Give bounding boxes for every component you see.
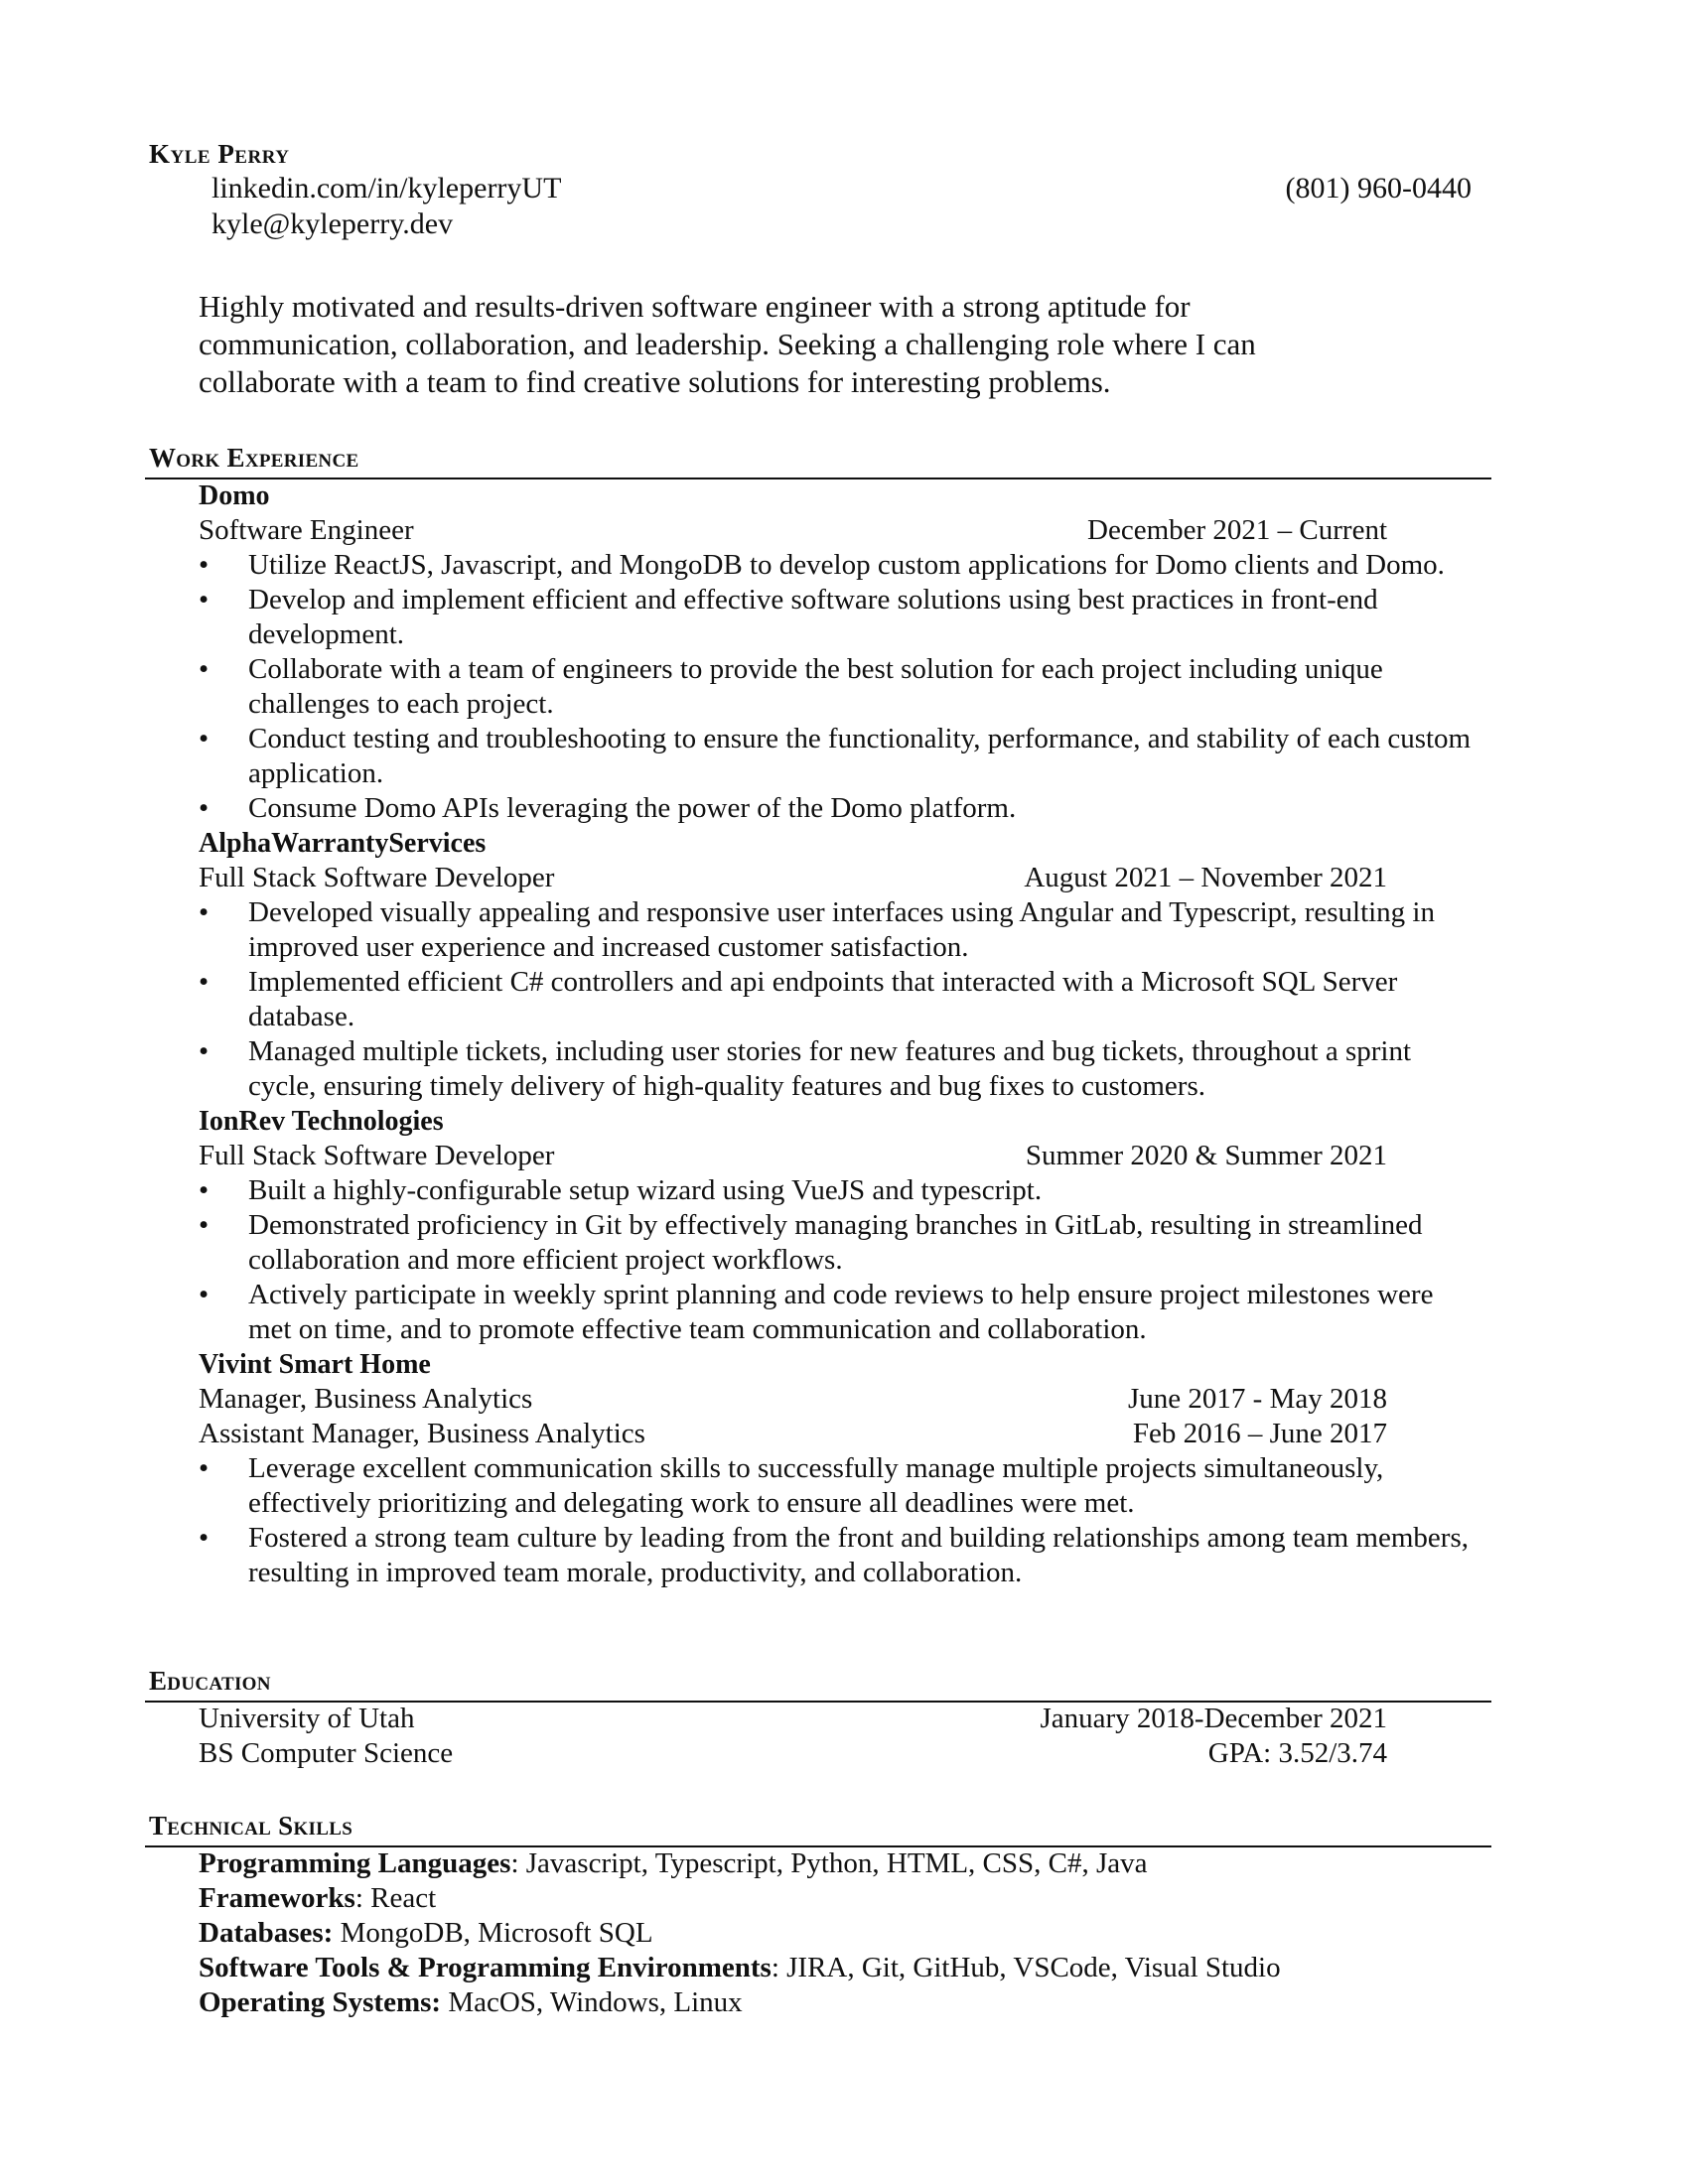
education-dates: January 2018-December 2021 [1040,1703,1387,1734]
job-bullets [199,895,1489,1104]
position-row [199,861,1489,895]
phone-number: (801) 960-0440 [1285,172,1472,205]
skill-value: MongoDB, Microsoft SQL [333,1917,653,1949]
skill-label: Software Tools & Programming Environments [199,1952,772,1983]
bullet-text: Collaborate with a team of engineers to provide the best solution for each project including unique challenges to each project. [248,653,1383,720]
bullet-icon: • [199,1209,210,1241]
bullet-icon: • [199,549,210,581]
bullet-text: Develop and implement efficient and effective software solutions using best practices in front-end development. [248,584,1378,650]
bullet-icon: • [199,1174,210,1206]
position-row [199,513,1489,548]
bullet-text: Fostered a strong team culture by leading from the front and building relationships among team members, resulting in improved team morale, productivity, and collaboration. [248,1522,1469,1588]
bullet-item [199,652,1489,722]
bullet-icon: • [199,1522,210,1554]
skills-list [199,1846,1489,2020]
skill-separator: : [771,1952,779,1983]
section-title-education: Education [149,1666,271,1696]
position-row [199,1417,1489,1451]
job-bullets [199,548,1489,826]
job-dates: June 2017 - May 2018 [1128,1383,1387,1415]
skill-row [199,1846,1489,1881]
company-name: AlphaWarrantyServices [199,828,487,859]
job-title: Software Engineer [199,514,414,546]
bullet-item [199,1451,1489,1521]
job-dates: December 2021 – Current [1087,514,1387,546]
bullet-text: Implemented efficient C# controllers and api endpoints that interacted with a Microsoft SQL Server database. [248,966,1398,1032]
skill-label: Operating Systems: [199,1986,442,2018]
job-dates: August 2021 – November 2021 [1024,862,1387,893]
job-entry [199,1104,1489,1347]
bullet-text: Demonstrated proficiency in Git by effectively managing branches in GitLab, resulting in streamlined collaboration and more efficient project workflows. [248,1209,1423,1276]
bullet-item [199,1034,1489,1104]
bullet-icon: • [199,1452,210,1484]
job-title: Assistant Manager, Business Analytics [199,1418,645,1449]
company-name: IonRev Technologies [199,1106,444,1137]
bullet-item [199,1278,1489,1347]
school-name: University of Utah [199,1703,415,1734]
bullet-text: Utilize ReactJS, Javascript, and MongoDB to develop custom applications for Domo clients and Domo. [248,549,1445,581]
work-experience-list [199,478,1489,1590]
bullet-item [199,548,1489,583]
skill-row [199,1916,1489,1951]
bullet-text: Consume Domo APIs leveraging the power of the Domo platform. [248,792,1017,824]
bullet-icon: • [199,896,210,928]
section-title-technical-skills: Technical Skills [149,1811,353,1841]
skill-row [199,1985,1489,2020]
linkedin-link[interactable]: linkedin.com/in/kyleperryUT [211,172,562,205]
bullet-item [199,965,1489,1034]
job-entry [199,826,1489,1104]
job-title: Manager, Business Analytics [199,1383,533,1415]
bullet-text: Developed visually appealing and responsive user interfaces using Angular and Typescript, resulting in improved user experience and increased customer satisfaction. [248,896,1435,963]
job-dates: Summer 2020 & Summer 2021 [1025,1140,1387,1171]
bullet-item [199,1521,1489,1590]
bullet-item [199,1208,1489,1278]
degree-row [199,1736,1489,1771]
summary-paragraph: Highly motivated and results-driven software engineer with a strong aptitude for communication, collaboration, and leadership. Seeking a challenging role where I can collaborate with a team to find creative solutions for interesting problems. [199,289,1256,399]
job-bullets [199,1451,1489,1590]
bullet-icon: • [199,966,210,998]
skill-row [199,1951,1489,1985]
company-name: Vivint Smart Home [199,1349,431,1380]
skill-separator: : [510,1847,519,1879]
bullet-text: Conduct testing and troubleshooting to ensure the functionality, performance, and stability of each custom application. [248,723,1472,789]
bullet-icon: • [199,584,210,615]
school-row [199,1702,1489,1736]
skill-value: Javascript, Typescript, Python, HTML, CSS, C#, Java [518,1847,1148,1879]
bullet-text: Built a highly-configurable setup wizard using VueJS and typescript. [248,1174,1043,1206]
company-name: Domo [199,480,270,511]
bullet-item [199,791,1489,826]
bullet-icon: • [199,1035,210,1067]
bullet-text: Managed multiple tickets, including user stories for new features and bug tickets, throughout a sprint cycle, ensuring timely delivery of high-quality features and bug fixes to customers. [248,1035,1412,1102]
position-row [199,1382,1489,1417]
skill-value: MacOS, Windows, Linux [441,1986,743,2018]
bullet-item [199,583,1489,652]
skill-value: JIRA, Git, GitHub, VSCode, Visual Studio [778,1952,1281,1983]
bullet-icon: • [199,653,210,685]
education-entry [199,1702,1489,1771]
skill-label: Databases: [199,1917,334,1949]
bullet-icon: • [199,1279,210,1310]
job-title: Full Stack Software Developer [199,862,555,893]
degree: BS Computer Science [199,1737,454,1769]
job-bullets [199,1173,1489,1347]
section-title-work-experience: Work Experience [149,443,359,473]
position-row [199,1139,1489,1173]
skill-value: React [362,1882,437,1914]
candidate-name: Kyle Perry [149,139,290,169]
job-dates: Feb 2016 – June 2017 [1132,1418,1387,1449]
skill-separator: : [354,1882,363,1914]
skill-label: Programming Languages [199,1847,511,1879]
gpa: GPA: 3.52/3.74 [1207,1737,1387,1769]
job-entry [199,478,1489,826]
email-link[interactable]: kyle@kyleperry.dev [211,207,454,240]
job-entry [199,1347,1489,1590]
bullet-item [199,895,1489,965]
skill-label: Frameworks [199,1882,355,1914]
bullet-item [199,1173,1489,1208]
bullet-icon: • [199,723,210,754]
bullet-text: Actively participate in weekly sprint planning and code reviews to help ensure project milestones were met on time, and to promote effective team communication and collaboration. [248,1279,1434,1345]
skill-row [199,1881,1489,1916]
bullet-icon: • [199,792,210,824]
bullet-item [199,722,1489,791]
bullet-text: Leverage excellent communication skills to successfully manage multiple projects simultaneously, effectively prioritizing and delegating work to ensure all deadlines were met. [248,1452,1384,1519]
job-title: Full Stack Software Developer [199,1140,555,1171]
